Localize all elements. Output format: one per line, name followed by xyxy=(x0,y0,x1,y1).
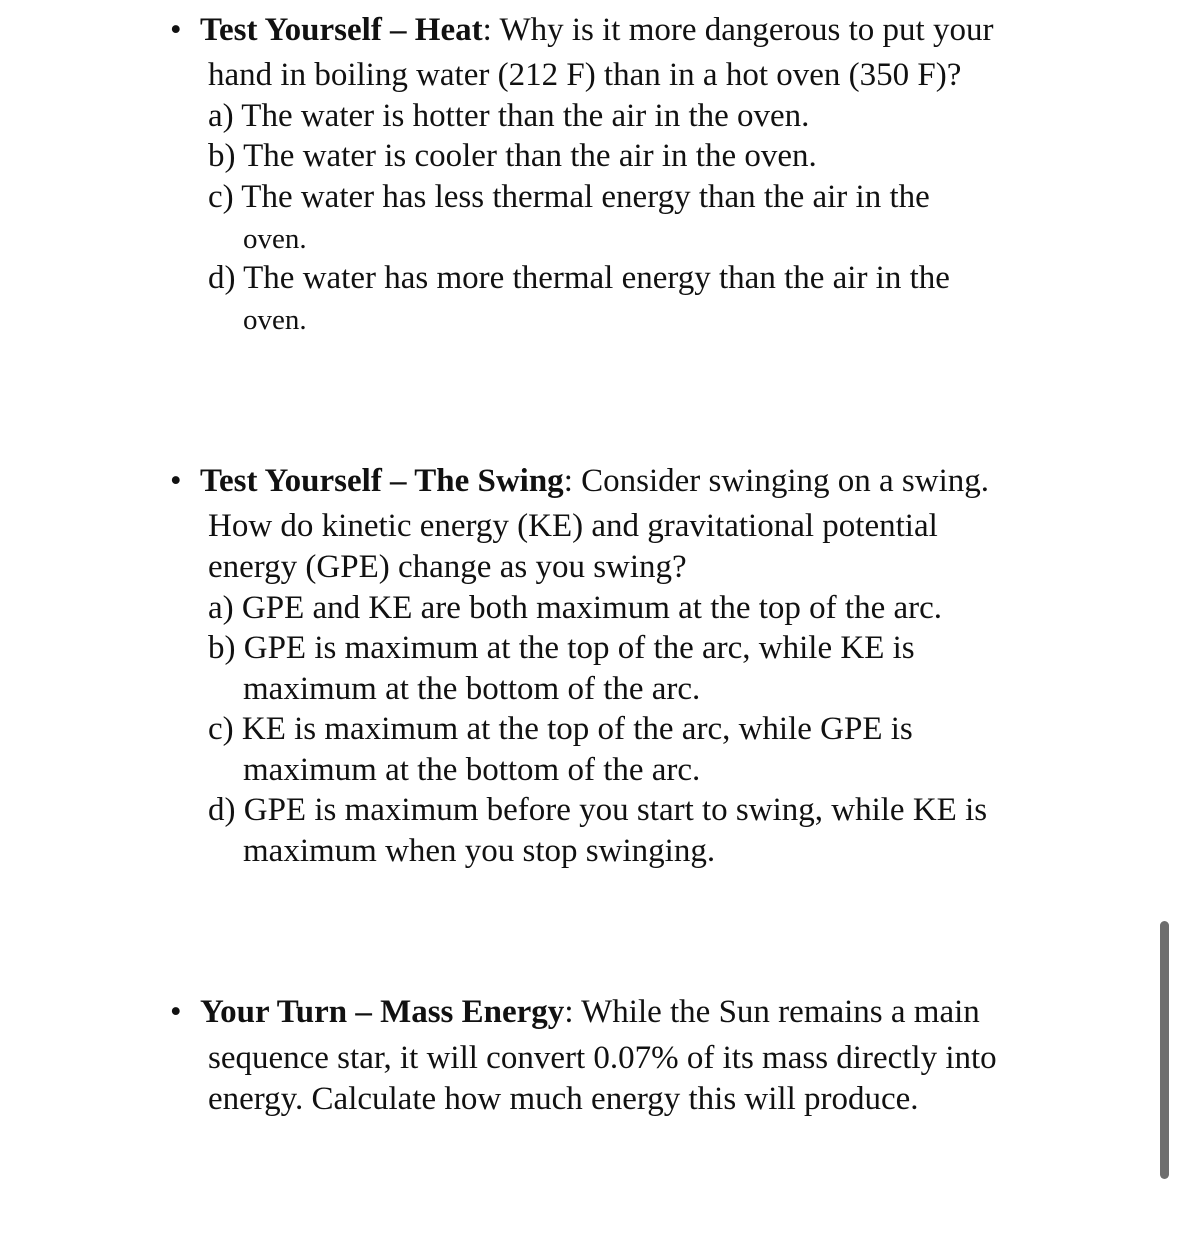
question-mass-energy-line1 xyxy=(200,992,980,1032)
bullet: • xyxy=(170,994,182,1030)
option-d: d) GPE is maximum before you start to swing, while KE is xyxy=(208,792,988,828)
question-mass-energy-prompt-line3: energy. Calculate how much energy this will produce. xyxy=(208,1081,919,1117)
question-swing-prompt-line2: How do kinetic energy (KE) and gravitational potential xyxy=(208,508,938,544)
question-swing-title: Test Yourself – The Swing xyxy=(200,463,564,499)
question-swing-prompt-line3: energy (GPE) change as you swing? xyxy=(208,549,687,585)
option-b-cont: maximum at the bottom of the arc. xyxy=(243,671,701,707)
question-swing-line1 xyxy=(200,461,989,501)
question-heat-prompt-line2: hand in boiling water (212 F) than in a hot oven (350 F)? xyxy=(208,57,962,93)
bullet: • xyxy=(170,463,182,499)
option-c-cont: oven. xyxy=(243,223,307,255)
question-heat-line1 xyxy=(200,10,993,50)
question-swing-prompt: : Consider swinging on a swing. xyxy=(563,463,990,499)
question-mass-energy-prompt-line2: sequence star, it will convert 0.07% of its mass directly into xyxy=(208,1040,997,1076)
option-b: b) The water is cooler than the air in the oven. xyxy=(208,138,817,174)
option-a: a) The water is hotter than the air in the oven. xyxy=(208,98,810,134)
option-c: c) The water has less thermal energy than the air in the xyxy=(208,179,930,215)
option-c: c) KE is maximum at the top of the arc, while GPE is xyxy=(208,711,913,747)
option-a: a) GPE and KE are both maximum at the top of the arc. xyxy=(208,590,943,626)
vertical-scrollbar[interactable] xyxy=(1160,921,1169,1179)
option-c-cont: maximum at the bottom of the arc. xyxy=(243,752,701,788)
question-mass-energy-prompt: : While the Sun remains a main xyxy=(564,994,980,1030)
question-heat-prompt: : Why is it more dangerous to put your xyxy=(482,12,994,48)
option-b: b) GPE is maximum at the top of the arc, while KE is xyxy=(208,630,915,666)
bullet: • xyxy=(170,12,182,48)
option-d-cont: maximum when you stop swinging. xyxy=(243,833,716,869)
option-d: d) The water has more thermal energy than the air in the xyxy=(208,260,950,296)
question-mass-energy-title: Your Turn – Mass Energy xyxy=(200,994,565,1030)
question-heat-title: Test Yourself – Heat xyxy=(200,12,483,48)
option-d-cont: oven. xyxy=(243,304,307,336)
